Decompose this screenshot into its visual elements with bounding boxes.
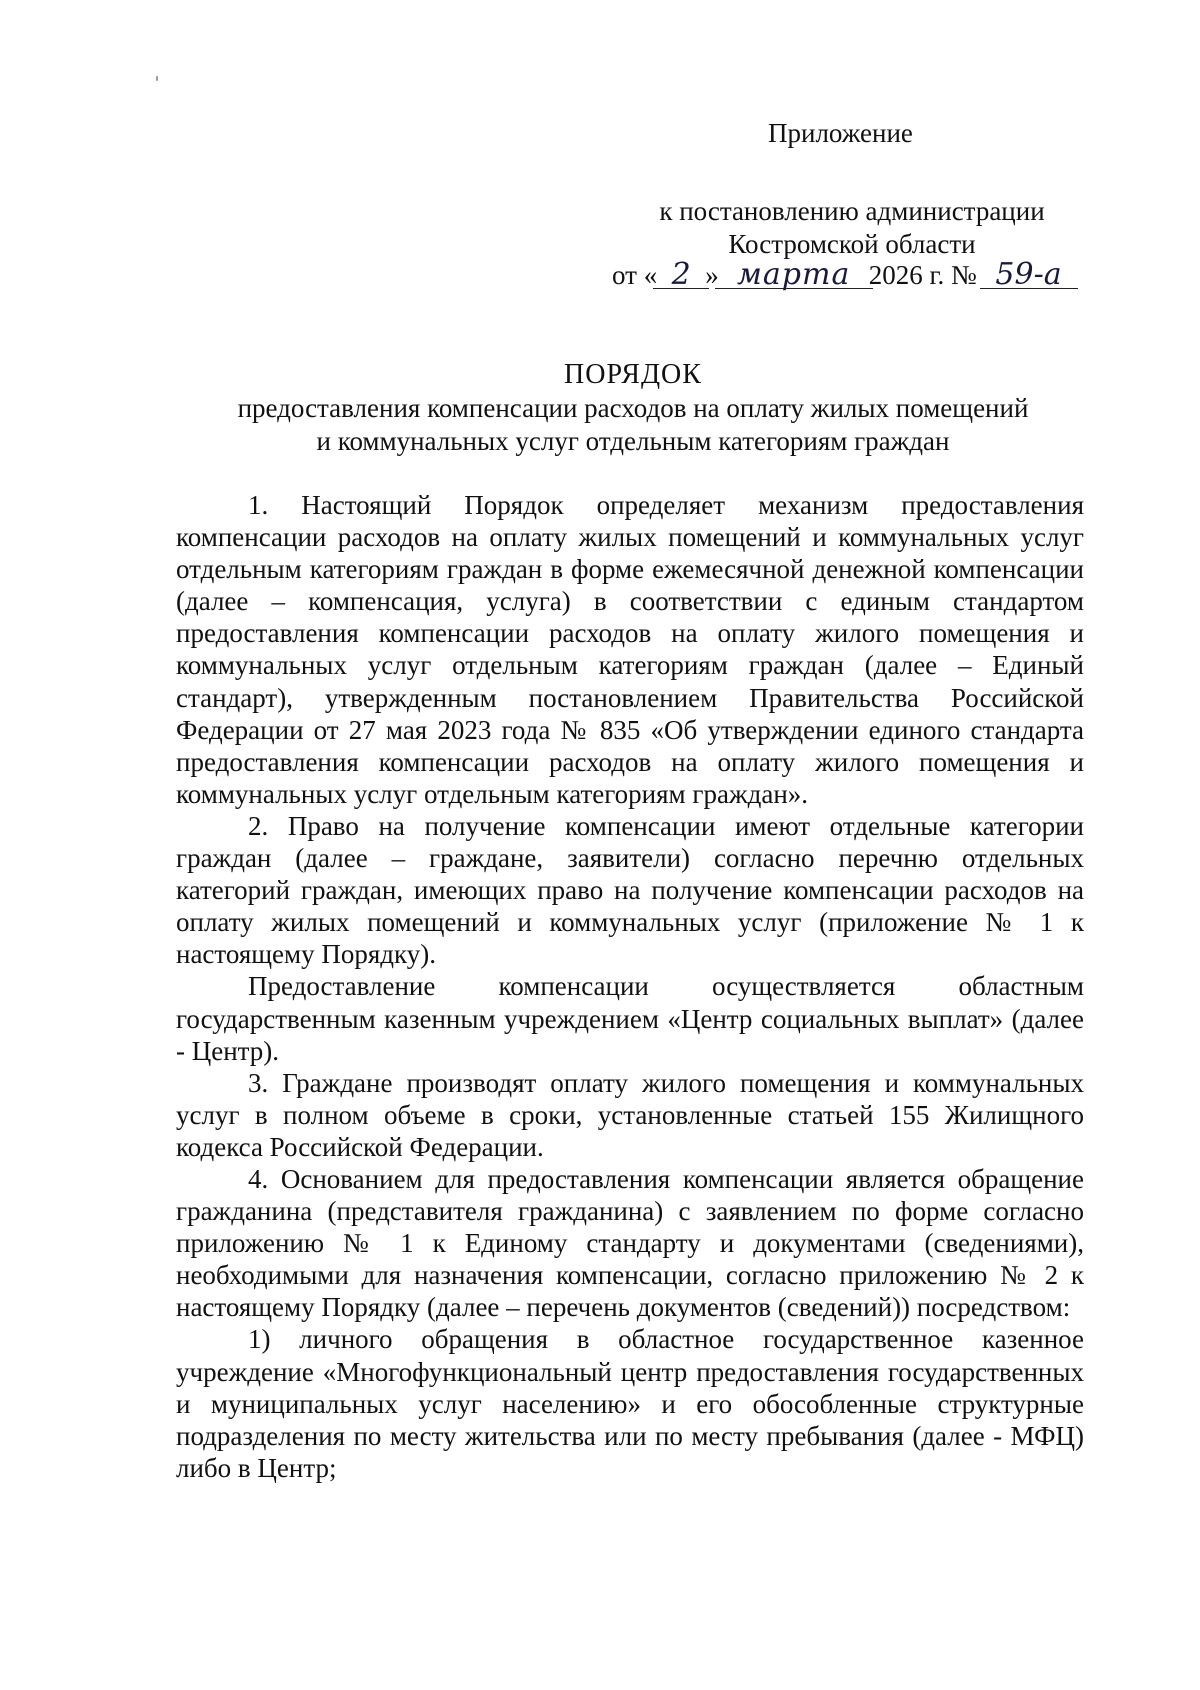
subtitle-line-1: предоставления компенсации расходов на оплату жилых помещений — [237, 393, 1029, 423]
appendix-label: Приложение — [768, 118, 913, 148]
handwritten-month: марта — [719, 258, 869, 292]
paragraph-2: 2. Право на получение компенсации имеют отдельные категории граждан (далее – граждане, заявители) согласно перечню отдельных категорий граждан, имеющих право на получение компенсации расходов на оплату жилых помещений и коммунальных услуг (приложение № 1 к настоящему Порядку). — [176, 810, 1084, 970]
resolution-line-1: к постановлению администрации — [659, 196, 1045, 226]
paragraph-4: 4. Основанием для предоставления компенсации является обращение гражданина (представителя гражданина) с заявлением по форме согласно приложению № 1 к Единому стандарту и документами (сведениями), необходимыми для назначения компенсации, согласно приложению № 2 к настоящему Порядку (далее – перечень документов (сведений)) посредством: — [176, 1163, 1084, 1323]
subtitle-line-2: и коммунальных услуг отдельным категориям граждан — [316, 426, 950, 456]
handwritten-doc-number: 59-а — [984, 258, 1074, 292]
paragraph-4-item-1: 1) личного обращения в областное государственное казенное учреждение «Многофункциональный центр предоставления государственных и муниципальных услуг населению» и его обособленные структурные подразделения по месту жительства или по месту пребывания (далее - МФЦ) либо в Центр; — [176, 1324, 1084, 1483]
paragraph-2-continued: Предоставление компенсации осуществляется областным государственным казенным учреждением «Центр социальных выплат» (далее - Центр). — [176, 971, 1084, 1066]
scan-speck — [156, 76, 158, 81]
date-prefix: от « — [612, 260, 658, 290]
document-title: ПОРЯДОК — [564, 359, 702, 390]
date-mid: » — [705, 260, 719, 290]
document-subtitle — [0, 392, 1200, 458]
paragraph-3: 3. Граждане производят оплату жилого помещения и коммунальных услуг в полном объеме в сроки, установленные статьей 155 Жилищного кодекса Российской Федерации. — [176, 1067, 1084, 1162]
document-body — [176, 489, 1084, 1484]
paragraph-1: 1. Настоящий Порядок определяет механизм предоставления компенсации расходов на оплату жилых помещений и коммунальных услуг отдельным категориям граждан в форме ежемесячной денежной компенсации (далее – компенсация, услуга) в соответствии с единым стандартом предоставления компенсации расходов на оплату жилого помещения и коммунальных услуг отдельным категориям граждан (далее – Единый стандарт), утвержденным постановлением Правительства Российской Федерации от 27 мая 2023 года № 835 «Об утверждении единого стандарта предоставления компенсации расходов на оплату жилого помещения и коммунальных услуг отдельным категориям граждан». — [176, 490, 1084, 809]
date-year: 2026 г. № — [868, 260, 977, 290]
resolution-date-line — [612, 258, 1074, 292]
handwritten-day: 2 — [657, 258, 705, 292]
resolution-reference — [652, 195, 1052, 261]
resolution-line-2: Костромской области — [728, 229, 976, 259]
